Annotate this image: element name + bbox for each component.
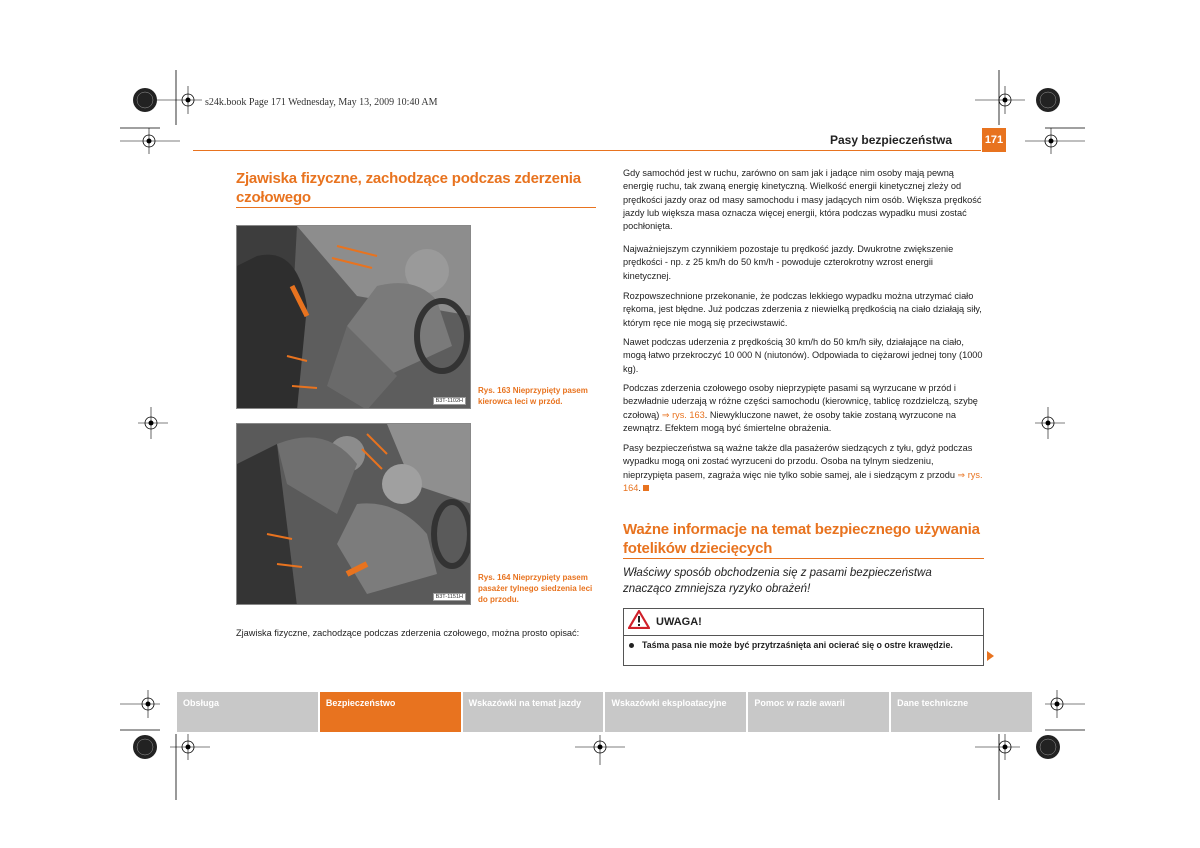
- crop-mark-mid-left: [138, 405, 168, 445]
- section-heading-child-seats: Ważne informacje na temat bezpiecznego używania fotelików dziecięcych: [623, 521, 980, 557]
- body-paragraph: [623, 442, 983, 495]
- nav-tab-dane-techniczne[interactable]: Dane techniczne: [891, 692, 1032, 732]
- body-paragraph: Gdy samochód jest w ruchu, zarówno on sam jak i jadące nim osoby mają pewną energię ruchu, tak zwaną energię kinetyczną. Wielkość energii kinetycznej zleży od prędkości jazdy oraz od masy samochodu i masy jadących nim osób. Większa prędkość jazdy lub większa masa oznacza więcej energii, która podczas wypadku musi zostać pochłonięta.: [623, 168, 982, 232]
- figure-reference-link[interactable]: ⇒ rys. 163: [661, 409, 705, 420]
- section-heading-rule: [236, 207, 596, 208]
- running-head-title: Pasy bezpieczeństwa: [830, 133, 953, 147]
- section-heading-frontal-collision: Zjawiska fizyczne, zachodzące podczas zderzenia czołowego: [236, 170, 581, 206]
- figure-rear-passenger-unbelted: [236, 423, 471, 605]
- figure-reference-link[interactable]: ⇒ rys. 164: [623, 469, 983, 493]
- nav-tab-pomoc[interactable]: Pomoc w razie awarii: [748, 692, 889, 732]
- page-number: 171: [982, 128, 1006, 152]
- warning-label: UWAGA!: [656, 616, 702, 628]
- body-paragraph: Nawet podczas uderzenia z prędkością 30 km/h do 50 km/h siły, działające na ciało, mogą łatwo przekroczyć 10 000 N (niutonów). Odpowiada to ciężarowi jednej tony (1000 kg).: [623, 337, 983, 374]
- crop-mark-bottom-center: [575, 735, 625, 775]
- section-heading-rule: [623, 558, 984, 559]
- chapter-nav: [177, 692, 1032, 732]
- continue-arrow-icon: [987, 651, 994, 661]
- header-rule: [193, 150, 981, 151]
- warning-triangle-icon: [628, 610, 650, 634]
- figure-code: B3T-1151H: [433, 593, 466, 601]
- paragraph-text: Pasy bezpieczeństwa są ważne także dla pasażerów siedzących z tyłu, gdyż podczas wypadku mogą oni zostać wyrzuceni do przodu. Osoba na tylnym siedzeniu, nieprzypięta pasem, zagraża więc nie tylko sobie samej, ale i siedzącym z przodu: [623, 443, 973, 480]
- nav-tab-wskazowki-jazdy[interactable]: Wskazówki na temat jazdy: [463, 692, 604, 732]
- warning-box: [623, 608, 984, 666]
- section-intro: Właściwy sposób obchodzenia się z pasami bezpieczeństwa znacząco zmniejsza ryzyko obrażeń!: [623, 567, 932, 595]
- nav-tab-obsluga[interactable]: Obsługa: [177, 692, 318, 732]
- figure-driver-unbelted: [236, 225, 471, 409]
- crop-marks-top-left: [120, 70, 220, 190]
- print-header: s24k.book Page 171 Wednesday, May 13, 2009 10:40 AM: [205, 97, 438, 108]
- bullet-icon: [629, 643, 634, 648]
- paragraph-text: . Niewykluczone nawet, że osoby takie zostaną wyrzucone na zewnątrz. Efektem mogą być śmiertelne obrażenia.: [623, 409, 957, 433]
- warning-item: [624, 636, 983, 655]
- paragraph-text: Podczas zderzenia czołowego osoby nieprzypięte pasami są wyrzucane w przód i bezwładnie uderzają w różne części samochodu (kierownicę, tablicę rozdzielczą, szybę czołową): [623, 383, 978, 420]
- paragraph-text: .: [638, 482, 641, 493]
- body-paragraph: Rozpowszechnione przekonanie, że podczas lekkiego wypadku można utrzymać ciało rękoma, jest błędne. Już podczas zderzenia z niewielką prędkością na ciało działają siły, którym ręce nie mogą się przeciwstawić.: [623, 291, 982, 328]
- warning-header: [624, 609, 983, 636]
- nav-tab-wskazowki-eksploatacyjne[interactable]: Wskazówki eksploatacyjne: [605, 692, 746, 732]
- figure-caption: Rys. 164 Nieprzypięty pasem pasażer tylnego siedzenia leci do przodu.: [478, 573, 593, 604]
- warning-text: Taśma pasa nie może być przytrzaśnięta ani ocierać się o ostre krawędzie.: [642, 640, 953, 650]
- figure-caption: Rys. 163 Nieprzypięty pasem kierowca leci w przód.: [478, 386, 588, 406]
- body-paragraph: Najważniejszym czynnikiem pozostaje tu prędkość jazdy. Dwukrotne zwiększenie prędkości - np. z 25 km/h do 50 km/h - powoduje czterokrotny wzrost energii kinetycznej.: [623, 244, 954, 281]
- figure-code: B3T-1102H: [433, 397, 466, 405]
- section-intro-text: Zjawiska fizyczne, zachodzące podczas zderzenia czołowego, można prosto opisać:: [236, 628, 580, 638]
- body-paragraph: [623, 382, 983, 435]
- section-end-marker: [643, 485, 649, 491]
- nav-tab-bezpieczenstwo[interactable]: Bezpieczeństwo: [320, 692, 461, 732]
- crop-mark-mid-right: [1035, 405, 1065, 445]
